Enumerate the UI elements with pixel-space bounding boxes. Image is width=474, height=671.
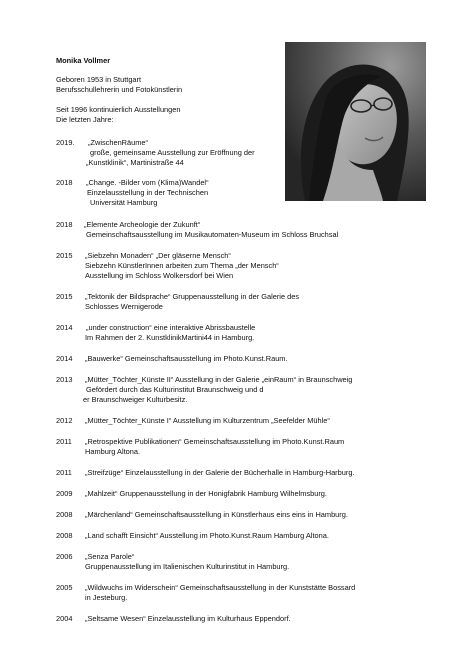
entry-line: „Kunstklinik“, Martinistraße 44: [86, 158, 184, 167]
entry-line: „Wildwuchs im Widerschein“ Gemeinschaftsausstellung in der Kunststätte Bossard: [85, 583, 356, 592]
entry-line: Ausstellung im Schloss Wolkersdorf bei Wien: [85, 271, 234, 280]
entry-line: „Tektonik der Bildsprache“ Gruppenausstellung in der Galerie des: [85, 292, 300, 301]
entry-year: 2013: [56, 375, 73, 384]
entry-line: er Braunschweiger Kulturbesitz.: [83, 395, 188, 404]
intro-line: Geboren 1953 in Stuttgart: [56, 75, 142, 84]
entry-year: 2018: [56, 178, 73, 187]
entry-year: 2015: [56, 251, 73, 260]
entry-line: Gruppenausstellung im Italienischen Kulturinstitut in Hamburg.: [85, 562, 290, 571]
entry-year: 2015: [56, 292, 73, 301]
entry-year: 2005: [56, 583, 73, 592]
entry-year: 2009: [56, 489, 73, 498]
entry-line: Einzelausstellung in der Technischen: [87, 188, 209, 197]
entry-year: 2008: [56, 531, 73, 540]
entry-year: 2019.: [56, 138, 75, 147]
intro-line: Berufsschullehrerin und Fotokünstlerin: [56, 85, 183, 94]
entry-line: Schlosses Wernigerode: [85, 302, 163, 311]
entry-year: 2012: [56, 416, 73, 425]
entry-year: 2018: [56, 220, 73, 229]
entry-year: 2014: [56, 323, 73, 332]
entry-line: Gemeinschaftsausstellung im Musikautomaten-Museum im Schloss Bruchsal: [86, 230, 339, 239]
entry-line: Im Rahmen der 2. KunstklinikMartini44 in Hamburg.: [85, 333, 255, 342]
entry-year: 2008: [56, 510, 73, 519]
entry-year: 2011: [56, 437, 72, 446]
entry-line: „under construction“ eine interaktive Abrissbaustelle: [86, 323, 256, 332]
entry-line: „Siebzehn Monaden“ „Der gläserne Mensch“: [85, 251, 231, 260]
entry-year: 2004: [56, 614, 73, 623]
entry-line: „Märchenland“ Gemeinschaftsausstellung in Künstlerhaus eins eins in Hamburg.: [85, 510, 348, 519]
entry-line: „ZwischenRäume“: [88, 138, 148, 147]
entry-line: „Streifzüge“ Einzelausstellung in der Galerie der Bücherhalle in Hamburg-Harburg.: [85, 468, 355, 477]
entry-line: Siebzehn KünstlerInnen arbeiten zum Thema „der Mensch“: [85, 261, 279, 270]
entry-line: Universität Hamburg: [90, 198, 158, 207]
entry-line: große, gemeinsame Ausstellung zur Eröffnung der: [90, 148, 255, 157]
entry-line: Hamburg Altona.: [85, 447, 141, 456]
entry-line: „Change. -Bilder vom (Klima)Wandel“: [86, 178, 209, 187]
entry-line: „Seltsame Wesen“ Einzelausstellung im Kulturhaus Eppendorf.: [85, 614, 291, 623]
portrait-photo: [285, 42, 426, 201]
entry-line: „Mütter_Töchter_Künste II“ Ausstellung in der Galerie „einRaum“ in Braunschweig: [85, 375, 353, 384]
artist-name: Monika Vollmer: [56, 56, 111, 65]
entry-line: „Bauwerke“ Gemeinschaftsausstellung im Photo.Kunst.Raum.: [85, 354, 288, 363]
entry-line: „Mahlzeit“ Gruppenausstellung in der Honigfabrik Hamburg Wilhelmsburg.: [85, 489, 327, 498]
entry-year: 2011: [56, 468, 72, 477]
entry-line: „Elemente Archeologie der Zukunft“: [84, 220, 201, 229]
entry-line: „Mütter_Töchter_Künste I“ Ausstellung im Kulturzentrum „Seefelder Mühle“: [85, 416, 330, 425]
entry-year: 2006: [56, 552, 73, 561]
entry-line: in Jesteburg.: [85, 593, 128, 602]
intro-line: Die letzten Jahre:: [56, 115, 114, 124]
entry-year: 2014: [56, 354, 73, 363]
entry-line: Gefördert durch das Kulturinstitut Braunschweig und d: [86, 385, 264, 394]
entry-line: „Senza Parole“: [85, 552, 135, 561]
entry-line: „Land schafft Einsicht“ Ausstellung im Photo.Kunst.Raum Hamburg Altona.: [85, 531, 329, 540]
entry-line: „Retrospektive Publikationen“ Gemeinschaftsausstellung im Photo.Kunst.Raum: [85, 437, 345, 446]
intro-line: Seit 1996 kontinuierlich Ausstellungen: [56, 105, 181, 114]
